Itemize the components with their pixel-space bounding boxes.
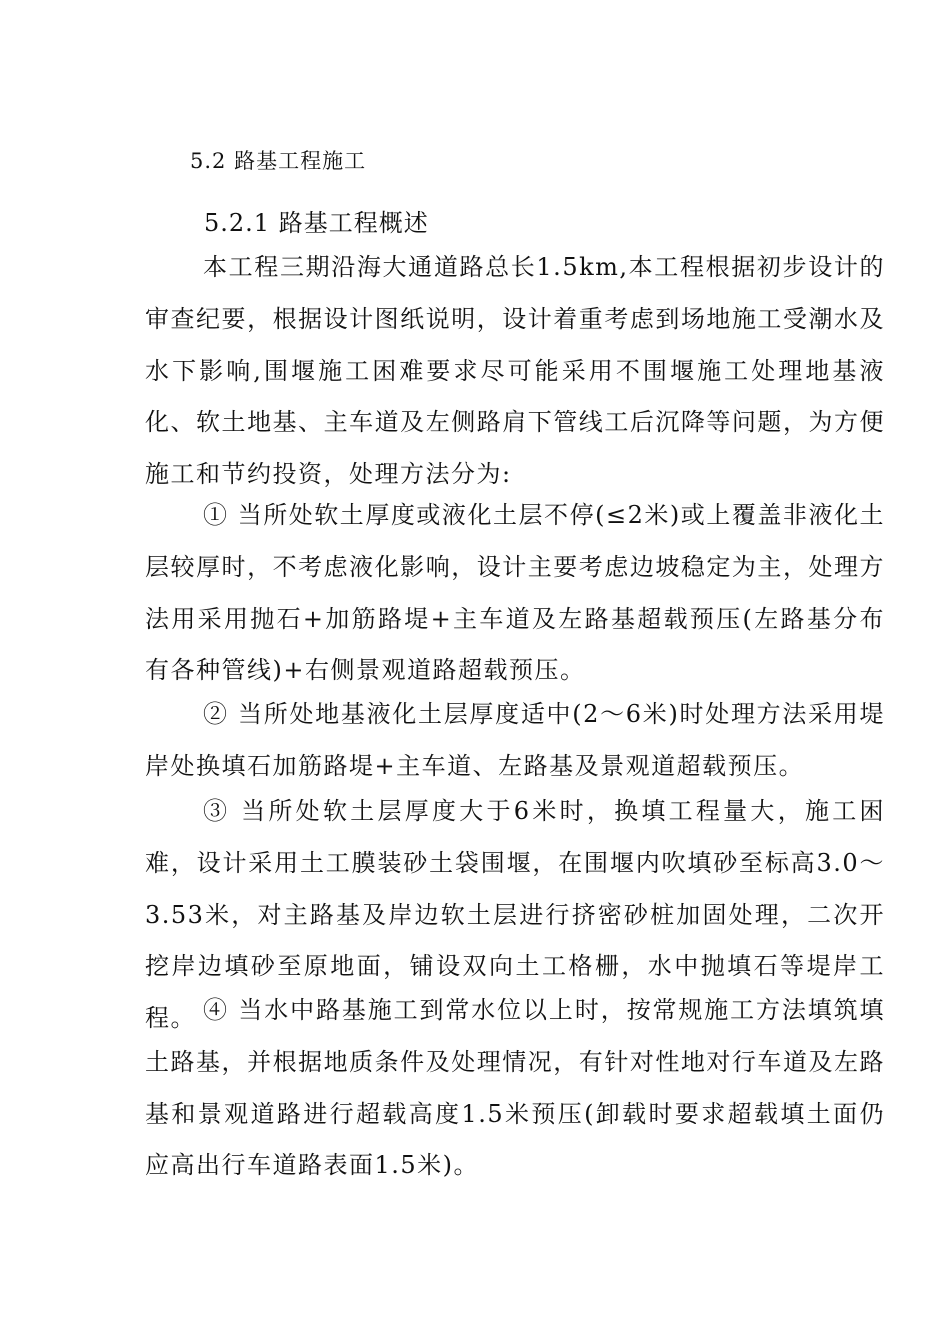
intro-paragraph: 本工程三期沿海大通道路总长1.5km,本工程根据初步设计的审查纪要，根据设计图纸说明，设计着重考虑到场地施工受潮水及水下影响,围堰施工困难要求尽可能采用不围堰施工处理地基液化、软土地基、主车道及左侧路肩下管线工后沉降等问题，为方便施工和节约投资，处理方法分为:: [145, 253, 885, 489]
method-item-4: ④ 当水中路基施工到常水位以上时，按常规施工方法填筑填土路基，并根据地质条件及处理情况，有针对性地对行车道及左路基和景观道路进行超载高度1.5米预压(卸载时要求超载填土面仍应高出行车道路表面1.5米)。: [145, 996, 885, 1180]
method-item-1: ① 当所处软土厚度或液化土层不停(≤2米)或上覆盖非液化土层较厚时，不考虑液化影响，设计主要考虑边坡稳定为主，处理方法用采用抛石+加筋路堤+主车道及左路基超载预压(左路基分布有各种管线)+右侧景观道路超载预压。: [145, 501, 885, 685]
subsection-heading: 5.2.1 路基工程概述: [204, 209, 429, 237]
method-item-3: ③ 当所处软土层厚度大于6米时，换填工程量大，施工困难，设计采用土工膜装砂土袋围堰，在围堰内吹填砂至标高3.0～3.53米，对主路基及岸边软土层进行挤密砂桩加固处理，二次开挖岸边填砂至原地面，铺设双向土工格栅，水中抛填石等堤岸工程。: [145, 797, 885, 1033]
section-heading: 5.2 路基工程施工: [190, 149, 367, 173]
method-item-2: ② 当所处地基液化土层厚度适中(2～6米)时处理方法采用堤岸处换填石加筋路堤+主车道、左路基及景观道超载预压。: [145, 700, 885, 780]
